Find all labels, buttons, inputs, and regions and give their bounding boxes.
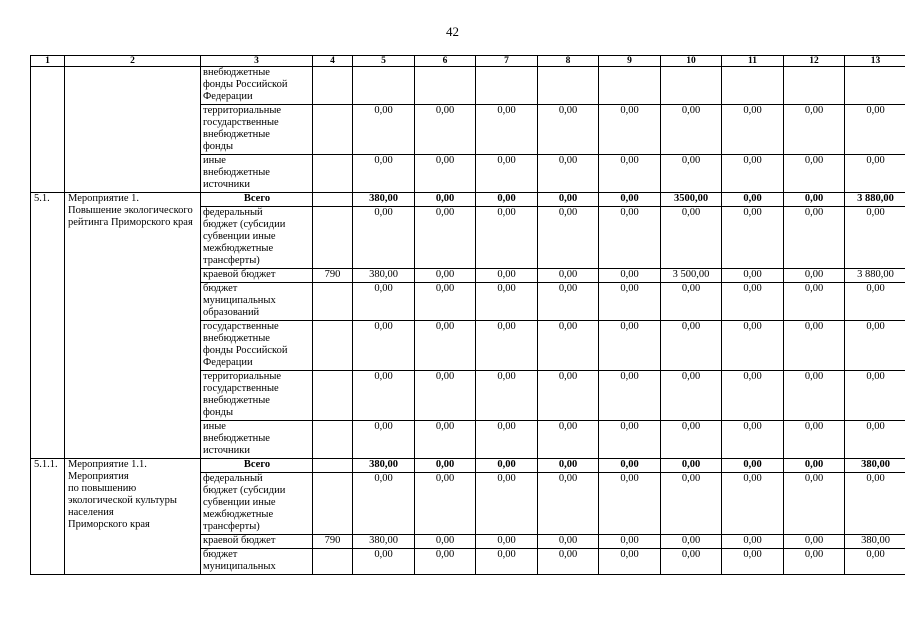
- amount-cell: 0,00: [784, 459, 845, 473]
- cell-line: субвенции иные: [203, 497, 276, 508]
- amount-cell: 0,00: [476, 421, 538, 459]
- row-index: 5.1.1.: [31, 459, 65, 575]
- column-header: 10: [661, 56, 722, 67]
- amount-cell: 380,00: [353, 269, 415, 283]
- cell-line: Всего: [243, 459, 271, 470]
- amount-cell: [538, 67, 599, 105]
- column-header: 8: [538, 56, 599, 67]
- amount-cell: 0,00: [538, 549, 599, 575]
- amount-cell: [722, 67, 784, 105]
- amount-cell: 0,00: [538, 155, 599, 193]
- amount-cell: 380,00: [353, 535, 415, 549]
- cell-line: иные: [203, 421, 226, 432]
- cell-line: федеральный: [203, 473, 263, 484]
- amount-cell: 0,00: [784, 105, 845, 155]
- amount-cell: 0,00: [538, 473, 599, 535]
- amount-cell: 0,00: [722, 207, 784, 269]
- amount-cell: 0,00: [661, 207, 722, 269]
- cell-line: внебюджетные: [203, 433, 270, 444]
- amount-cell: 0,00: [784, 549, 845, 575]
- amount-cell: 0,00: [599, 207, 661, 269]
- cell-line: по повышению: [68, 483, 137, 494]
- amount-cell: 0,00: [538, 105, 599, 155]
- budget-code: [313, 67, 353, 105]
- amount-cell: 0,00: [476, 371, 538, 421]
- amount-cell: [599, 67, 661, 105]
- amount-cell: 0,00: [845, 549, 905, 575]
- amount-cell: 0,00: [784, 371, 845, 421]
- cell-line: Повышение экологического: [68, 205, 193, 216]
- column-header: 12: [784, 56, 845, 67]
- amount-cell: 0,00: [722, 535, 784, 549]
- column-header: 1: [31, 56, 65, 67]
- amount-cell: 0,00: [538, 283, 599, 321]
- funding-source: [201, 459, 313, 473]
- column-header: 5: [353, 56, 415, 67]
- budget-code: [313, 207, 353, 269]
- amount-cell: 0,00: [845, 283, 905, 321]
- amount-cell: 0,00: [353, 105, 415, 155]
- amount-cell: 0,00: [784, 283, 845, 321]
- cell-line: Федерации: [203, 357, 253, 368]
- funding-source: [201, 207, 313, 269]
- amount-cell: 0,00: [476, 459, 538, 473]
- budget-code: [313, 283, 353, 321]
- amount-cell: [476, 67, 538, 105]
- amount-cell: 0,00: [538, 371, 599, 421]
- amount-cell: 0,00: [845, 321, 905, 371]
- cell-line: государственные: [203, 321, 279, 332]
- amount-cell: 0,00: [661, 371, 722, 421]
- cell-line: бюджет: [203, 283, 238, 294]
- amount-cell: 380,00: [845, 459, 905, 473]
- cell-line: трансферты): [203, 521, 260, 532]
- amount-cell: [845, 67, 905, 105]
- amount-cell: 0,00: [784, 155, 845, 193]
- amount-cell: 0,00: [599, 283, 661, 321]
- funding-source: [201, 283, 313, 321]
- cell-line: внебюджетные: [203, 167, 270, 178]
- cell-line: муниципальных: [203, 295, 276, 306]
- amount-cell: 0,00: [661, 535, 722, 549]
- amount-cell: 0,00: [784, 269, 845, 283]
- cell-line: фонды: [203, 141, 234, 152]
- amount-cell: 0,00: [353, 473, 415, 535]
- amount-cell: 0,00: [415, 321, 476, 371]
- amount-cell: 0,00: [599, 421, 661, 459]
- cell-line: рейтинга Приморского края: [68, 217, 193, 228]
- amount-cell: 0,00: [353, 283, 415, 321]
- amount-cell: 0,00: [538, 193, 599, 207]
- amount-cell: 0,00: [845, 155, 905, 193]
- cell-line: Мероприятие 1.1.: [68, 459, 147, 470]
- budget-code: 790: [313, 269, 353, 283]
- cell-line: бюджет: [203, 549, 238, 560]
- amount-cell: 0,00: [353, 321, 415, 371]
- cell-line: населения: [68, 507, 114, 518]
- budget-code: [313, 459, 353, 473]
- amount-cell: 0,00: [538, 459, 599, 473]
- amount-cell: 0,00: [845, 473, 905, 535]
- amount-cell: 0,00: [538, 269, 599, 283]
- cell-line: образований: [203, 307, 260, 318]
- amount-cell: 0,00: [784, 535, 845, 549]
- amount-cell: 0,00: [476, 105, 538, 155]
- cell-line: Мероприятия: [68, 471, 129, 482]
- amount-cell: 3 500,00: [661, 269, 722, 283]
- amount-cell: [415, 67, 476, 105]
- amount-cell: 0,00: [476, 269, 538, 283]
- measure-title: [65, 193, 201, 459]
- cell-line: территориальные: [203, 371, 282, 382]
- amount-cell: 0,00: [415, 371, 476, 421]
- amount-cell: 0,00: [722, 459, 784, 473]
- amount-cell: 0,00: [722, 269, 784, 283]
- cell-line: фонды Российской: [203, 79, 288, 90]
- row-index: 5.1.: [31, 193, 65, 459]
- amount-cell: 0,00: [415, 473, 476, 535]
- funding-source: [201, 549, 313, 575]
- cell-line: фонды: [203, 407, 234, 418]
- measure-title: [65, 459, 201, 575]
- amount-cell: 0,00: [353, 155, 415, 193]
- amount-cell: 0,00: [599, 193, 661, 207]
- cell-line: бюджет (субсидии: [203, 219, 286, 230]
- amount-cell: [353, 67, 415, 105]
- amount-cell: 0,00: [538, 535, 599, 549]
- budget-code: [313, 155, 353, 193]
- amount-cell: 0,00: [599, 155, 661, 193]
- amount-cell: [784, 67, 845, 105]
- cell-line: субвенции иные: [203, 231, 276, 242]
- amount-cell: 0,00: [415, 459, 476, 473]
- amount-cell: 0,00: [476, 283, 538, 321]
- funding-source: [201, 421, 313, 459]
- budget-code: 790: [313, 535, 353, 549]
- amount-cell: 0,00: [599, 473, 661, 535]
- amount-cell: 0,00: [661, 283, 722, 321]
- amount-cell: 0,00: [353, 421, 415, 459]
- amount-cell: 0,00: [784, 321, 845, 371]
- amount-cell: 0,00: [476, 207, 538, 269]
- amount-cell: 3 880,00: [845, 269, 905, 283]
- funding-source: [201, 535, 313, 549]
- amount-cell: 0,00: [599, 371, 661, 421]
- amount-cell: 0,00: [538, 321, 599, 371]
- amount-cell: 0,00: [784, 421, 845, 459]
- cell-line: Федерации: [203, 91, 253, 102]
- amount-cell: 380,00: [845, 535, 905, 549]
- cell-line: краевой бюджет: [203, 269, 276, 280]
- cell-line: Приморского края: [68, 519, 150, 530]
- table-row: [31, 67, 905, 105]
- cell-line: муниципальных: [203, 561, 276, 572]
- amount-cell: 0,00: [722, 155, 784, 193]
- amount-cell: 0,00: [353, 207, 415, 269]
- amount-cell: 0,00: [784, 193, 845, 207]
- amount-cell: 0,00: [784, 473, 845, 535]
- amount-cell: 0,00: [415, 105, 476, 155]
- amount-cell: 0,00: [415, 207, 476, 269]
- amount-cell: 0,00: [845, 371, 905, 421]
- cell-line: краевой бюджет: [203, 535, 276, 546]
- row-index: [31, 67, 65, 193]
- cell-line: внебюджетные: [203, 395, 270, 406]
- cell-line: фонды Российской: [203, 345, 288, 356]
- amount-cell: 3 880,00: [845, 193, 905, 207]
- amount-cell: 0,00: [722, 321, 784, 371]
- funding-source: [201, 155, 313, 193]
- amount-cell: 0,00: [845, 421, 905, 459]
- amount-cell: 0,00: [722, 105, 784, 155]
- cell-line: государственные: [203, 383, 279, 394]
- column-header: 2: [65, 56, 201, 67]
- funding-source: [201, 67, 313, 105]
- cell-line: межбюджетные: [203, 243, 274, 254]
- amount-cell: 0,00: [661, 105, 722, 155]
- amount-cell: 3500,00: [661, 193, 722, 207]
- budget-code: [313, 549, 353, 575]
- amount-cell: 0,00: [415, 269, 476, 283]
- amount-cell: 0,00: [476, 535, 538, 549]
- page-number: 42: [446, 24, 459, 39]
- amount-cell: 0,00: [415, 155, 476, 193]
- budget-code: [313, 473, 353, 535]
- amount-cell: 0,00: [476, 193, 538, 207]
- column-header: 11: [722, 56, 784, 67]
- amount-cell: 0,00: [722, 473, 784, 535]
- budget-table: [30, 55, 905, 575]
- amount-cell: 0,00: [415, 421, 476, 459]
- amount-cell: 0,00: [661, 321, 722, 371]
- cell-line: трансферты): [203, 255, 260, 266]
- amount-cell: 0,00: [784, 207, 845, 269]
- amount-cell: [661, 67, 722, 105]
- cell-line: источники: [203, 179, 250, 190]
- cell-line: внебюджетные: [203, 67, 270, 78]
- amount-cell: 0,00: [661, 473, 722, 535]
- amount-cell: 0,00: [415, 535, 476, 549]
- amount-cell: 0,00: [661, 155, 722, 193]
- cell-line: государственные: [203, 117, 279, 128]
- amount-cell: 0,00: [538, 207, 599, 269]
- amount-cell: 0,00: [476, 549, 538, 575]
- amount-cell: 0,00: [722, 421, 784, 459]
- amount-cell: 0,00: [476, 155, 538, 193]
- amount-cell: 0,00: [415, 193, 476, 207]
- budget-code: [313, 371, 353, 421]
- amount-cell: 0,00: [353, 371, 415, 421]
- amount-cell: 0,00: [722, 283, 784, 321]
- column-header: 9: [599, 56, 661, 67]
- column-header: 7: [476, 56, 538, 67]
- funding-source: [201, 473, 313, 535]
- funding-source: [201, 371, 313, 421]
- amount-cell: 0,00: [599, 321, 661, 371]
- amount-cell: 0,00: [599, 549, 661, 575]
- funding-source: [201, 105, 313, 155]
- amount-cell: 0,00: [538, 421, 599, 459]
- table-row-total: [31, 193, 905, 207]
- cell-line: бюджет (субсидии: [203, 485, 286, 496]
- amount-cell: 0,00: [661, 421, 722, 459]
- amount-cell: 0,00: [353, 549, 415, 575]
- budget-code: [313, 321, 353, 371]
- amount-cell: 0,00: [599, 105, 661, 155]
- table-row-total: [31, 459, 905, 473]
- funding-source: [201, 193, 313, 207]
- budget-code: [313, 421, 353, 459]
- amount-cell: 0,00: [722, 549, 784, 575]
- cell-line: иные: [203, 155, 226, 166]
- cell-line: межбюджетные: [203, 509, 274, 520]
- amount-cell: 0,00: [722, 193, 784, 207]
- amount-cell: 380,00: [353, 193, 415, 207]
- cell-line: источники: [203, 445, 250, 456]
- column-header: 4: [313, 56, 353, 67]
- amount-cell: 0,00: [415, 549, 476, 575]
- cell-line: экологической культуры: [68, 495, 177, 506]
- cell-line: федеральный: [203, 207, 263, 218]
- amount-cell: 0,00: [599, 459, 661, 473]
- cell-line: территориальные: [203, 105, 282, 116]
- amount-cell: 380,00: [353, 459, 415, 473]
- cell-line: Мероприятие 1.: [68, 193, 140, 204]
- amount-cell: 0,00: [599, 269, 661, 283]
- amount-cell: 0,00: [415, 283, 476, 321]
- amount-cell: 0,00: [599, 535, 661, 549]
- amount-cell: 0,00: [661, 459, 722, 473]
- column-header: 3: [201, 56, 313, 67]
- amount-cell: 0,00: [722, 371, 784, 421]
- amount-cell: 0,00: [661, 549, 722, 575]
- funding-source: [201, 269, 313, 283]
- header-row: [31, 56, 905, 67]
- funding-source: [201, 321, 313, 371]
- cell-line: внебюджетные: [203, 333, 270, 344]
- amount-cell: 0,00: [845, 105, 905, 155]
- amount-cell: 0,00: [476, 473, 538, 535]
- cell-line: Всего: [243, 193, 271, 204]
- amount-cell: 0,00: [845, 207, 905, 269]
- column-header: 6: [415, 56, 476, 67]
- budget-code: [313, 105, 353, 155]
- amount-cell: 0,00: [476, 321, 538, 371]
- cell-line: внебюджетные: [203, 129, 270, 140]
- column-header: 13: [845, 56, 905, 67]
- budget-code: [313, 193, 353, 207]
- measure-title: [65, 67, 201, 193]
